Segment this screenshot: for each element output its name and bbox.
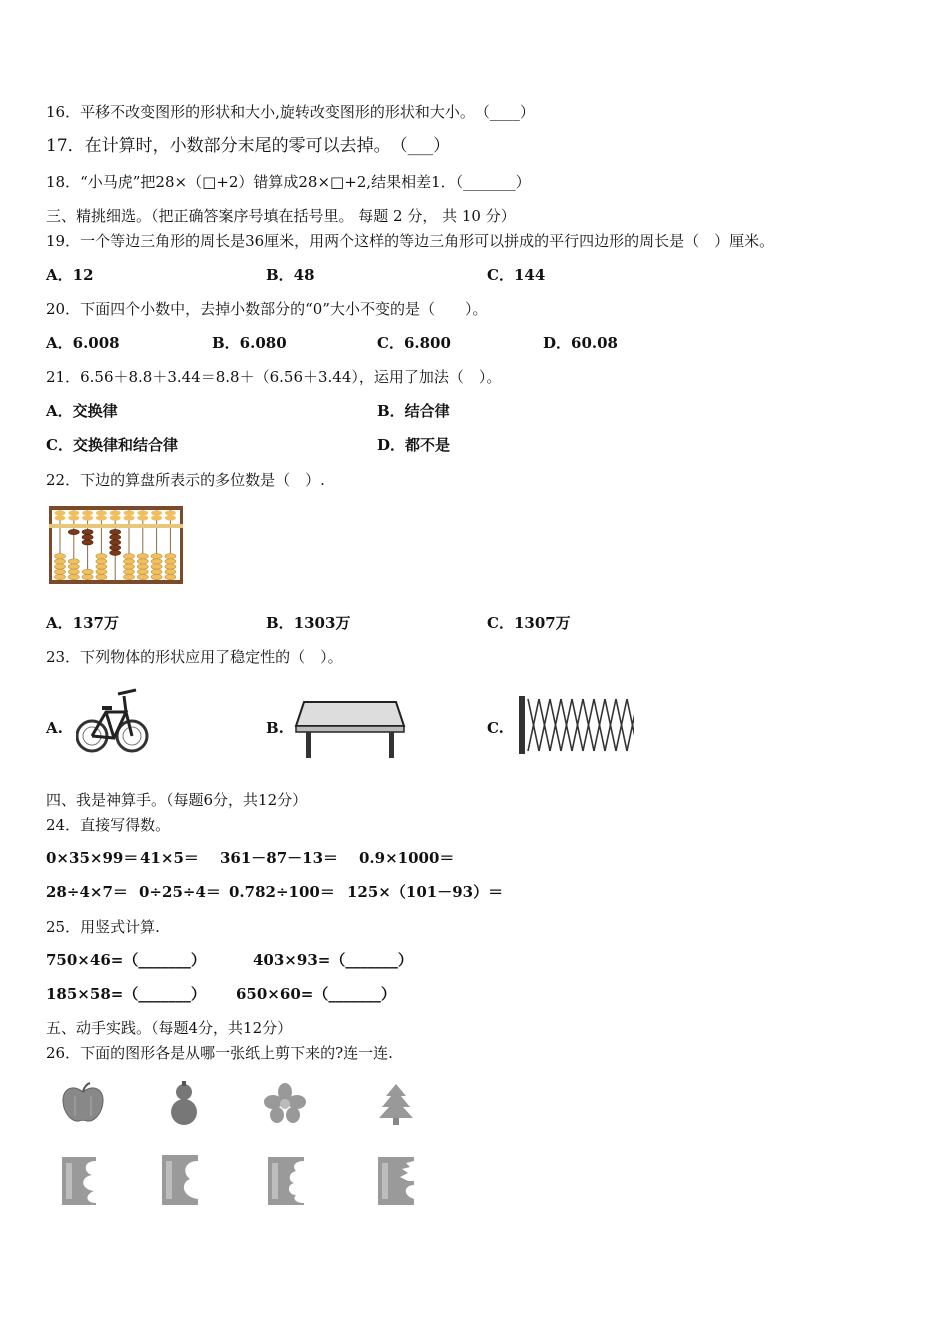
q21-option-b[interactable]: B．结合律 [377, 402, 450, 420]
abacus-upper-bead [165, 510, 176, 515]
q24-expr: 361－87－13＝ [220, 849, 339, 867]
q25-item: 650×60=（_______） [236, 985, 396, 1003]
q24-expr: 28÷4×7＝ [46, 883, 128, 901]
question-18: 18．“小马虎”把28×（□+2）错算成28×□+2,结果相差1．（_______） [46, 173, 531, 191]
q19-option-a[interactable]: A．12 [46, 266, 94, 284]
abacus-lower-bead [151, 554, 162, 559]
q24-expr: 0.9×1000＝ [359, 849, 455, 867]
abacus-upper-bead [124, 515, 135, 520]
abacus-lower-bead [68, 574, 79, 579]
question-25: 25．用竖式计算. [46, 918, 160, 936]
abacus-upper-bead [137, 515, 148, 520]
paper-piece-1-icon[interactable] [60, 1155, 98, 1207]
question-22: 22．下边的算盘所表示的多位数是（ ）. [46, 471, 325, 489]
flower-shape-icon[interactable] [263, 1082, 307, 1124]
q23-option-c-label[interactable]: C. [487, 719, 504, 737]
q21-option-a[interactable]: A．交换律 [46, 402, 118, 420]
section-3-title: 三、精挑细选。（把正确答案序号填在括号里。 每题 2 分， 共 10 分） [46, 207, 516, 225]
abacus-lower-bead [96, 554, 107, 559]
q23-option-b-label[interactable]: B. [266, 719, 284, 737]
paper-piece-3-icon[interactable] [266, 1155, 306, 1207]
bicycle-image [76, 682, 150, 758]
abacus-upper-bead [137, 510, 148, 515]
q20-option-d[interactable]: D．60.08 [543, 334, 618, 352]
question-23: 23．下列物体的形状应用了稳定性的（ ）。 [46, 648, 343, 666]
abacus-lower-bead [110, 540, 121, 545]
abacus-lower-bead [55, 569, 66, 574]
question-24: 24．直接写得数。 [46, 816, 171, 834]
abacus-lower-bead [165, 559, 176, 564]
abacus-figure [48, 505, 184, 585]
q24-expr: 125×（101－93）＝ [347, 883, 504, 901]
abacus-upper-bead [151, 515, 162, 520]
abacus-upper-bead [82, 510, 93, 515]
abacus-lower-bead [124, 574, 135, 579]
q22-option-c[interactable]: C．1307万 [487, 614, 571, 632]
q22-option-a[interactable]: A．137万 [46, 614, 119, 632]
q25-item: 185×58=（_______） [46, 985, 206, 1003]
abacus-lower-bead [82, 535, 93, 540]
abacus-lower-bead [96, 564, 107, 569]
abacus-lower-bead [151, 564, 162, 569]
abacus-lower-bead [137, 569, 148, 574]
q24-expr: 41×5＝ [140, 849, 199, 867]
paper-piece-2-icon[interactable] [160, 1153, 200, 1207]
abacus-upper-bead [96, 515, 107, 520]
abacus-lower-bead [124, 569, 135, 574]
question-26: 26．下面的图形各是从哪一张纸上剪下来的?连一连. [46, 1044, 393, 1062]
paper-piece-4-icon[interactable] [376, 1155, 416, 1207]
abacus-lower-bead [124, 564, 135, 569]
q24-expr: 0×35×99＝ [46, 849, 139, 867]
abacus-upper-bead [110, 515, 121, 520]
q20-option-a[interactable]: A．6.008 [46, 334, 120, 352]
q20-option-b[interactable]: B．6.080 [212, 334, 287, 352]
section-4-title: 四、我是神算手。（每题6分，共12分） [46, 791, 308, 809]
q24-expr: 0.782÷100＝ [229, 883, 335, 901]
question-20: 20．下面四个小数中，去掉小数部分的“0”大小不变的是（ ）。 [46, 300, 488, 318]
abacus-upper-bead [55, 510, 66, 515]
abacus-lower-bead [137, 559, 148, 564]
abacus-lower-bead [68, 529, 79, 534]
q21-option-d[interactable]: D．都不是 [377, 436, 451, 454]
q19-option-b[interactable]: B．48 [266, 266, 315, 284]
abacus-lower-bead [68, 564, 79, 569]
abacus-lower-bead [110, 535, 121, 540]
question-19: 19．一个等边三角形的周长是36厘米，用两个这样的等边三角形可以拼成的平行四边形的周长是（ ）厘米。 [46, 232, 775, 250]
abacus-lower-bead [151, 574, 162, 579]
abacus-upper-bead [151, 510, 162, 515]
q20-option-c[interactable]: C．6.800 [377, 334, 451, 352]
abacus-lower-bead [151, 569, 162, 574]
abacus-lower-bead [165, 569, 176, 574]
abacus-lower-bead [82, 569, 93, 574]
abacus-lower-bead [151, 559, 162, 564]
abacus-lower-bead [55, 554, 66, 559]
table-image [294, 696, 406, 760]
section-5-title: 五、动手实践。（每题4分，共12分） [46, 1019, 293, 1037]
abacus-lower-bead [68, 559, 79, 564]
question-17: 17．在计算时，小数部分末尾的零可以去掉。 （___） [46, 136, 451, 156]
q21-option-c[interactable]: C．交换律和结合律 [46, 436, 178, 454]
abacus-lower-bead [82, 540, 93, 545]
abacus-upper-bead [82, 515, 93, 520]
abacus-lower-bead [137, 564, 148, 569]
abacus-lower-bead [82, 574, 93, 579]
abacus-lower-bead [110, 545, 121, 550]
abacus-lower-bead [82, 529, 93, 534]
abacus-lower-bead [110, 529, 121, 534]
q25-item: 403×93=（_______） [253, 951, 413, 969]
lattice-gate-image [518, 695, 634, 755]
abacus-lower-bead [96, 569, 107, 574]
abacus-lower-bead [137, 574, 148, 579]
q19-option-c[interactable]: C．144 [487, 266, 546, 284]
abacus-lower-bead [55, 574, 66, 579]
abacus-lower-bead [165, 574, 176, 579]
q25-item: 750×46=（_______） [46, 951, 206, 969]
question-21: 21．6.56＋8.8＋3.44＝8.8＋（6.56＋3.44），运用了加法（ ）。 [46, 368, 502, 386]
question-16: 16．平移不改变图形的形状和大小,旋转改变图形的形状和大小。 （____） [46, 103, 535, 121]
abacus-lower-bead [68, 569, 79, 574]
abacus-lower-bead [96, 559, 107, 564]
abacus-lower-bead [110, 550, 121, 555]
abacus-lower-bead [55, 559, 66, 564]
abacus-lower-bead [137, 554, 148, 559]
apple-shape-icon[interactable] [60, 1082, 106, 1124]
abacus-upper-bead [55, 515, 66, 520]
abacus-upper-bead [68, 510, 79, 515]
abacus-lower-bead [124, 554, 135, 559]
abacus-upper-bead [124, 510, 135, 515]
abacus-upper-bead [165, 515, 176, 520]
tree-shape-icon[interactable] [376, 1082, 416, 1126]
q23-option-a-label[interactable]: A. [46, 719, 63, 737]
abacus-lower-bead [165, 554, 176, 559]
abacus-upper-bead [68, 515, 79, 520]
abacus-lower-bead [124, 559, 135, 564]
abacus-lower-bead [55, 564, 66, 569]
q24-expr: 0÷25÷4＝ [139, 883, 221, 901]
gourd-shape-icon[interactable] [164, 1080, 204, 1126]
q22-option-b[interactable]: B．1303万 [266, 614, 351, 632]
abacus-upper-bead [110, 510, 121, 515]
abacus-lower-bead [165, 564, 176, 569]
abacus-lower-bead [96, 574, 107, 579]
abacus-upper-bead [96, 510, 107, 515]
